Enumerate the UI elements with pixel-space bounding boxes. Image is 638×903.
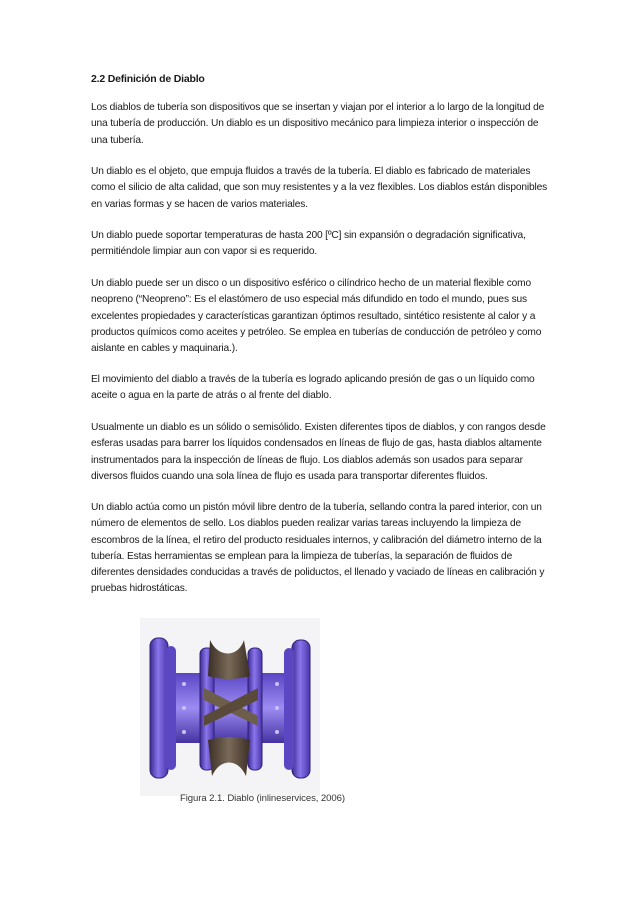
paragraph-1: Los diablos de tubería son dispositivos que se insertan y viajan por el interior a lo largo de la longitud de una tubería de producción. Un diablo es un dispositivo mecánico para limpieza interior o inspección de una tubería.: [91, 102, 545, 146]
paragraph-3: Un diablo puede soportar temperaturas de hasta 200 [ºC] sin expansión o degradación significativa, permitiéndole limpiar aun con vapor si es requerido.: [91, 230, 526, 258]
paragraph-2: Un diablo es el objeto, que empuja fluidos a través de la tubería. El diablo es fabricado de materiales como el silicio de alta calidad, que son muy resistentes y a la vez flexibles. Los diablos están disponibles en varias formas y se hacen de varios materiales.: [91, 166, 548, 210]
pipeline-pig-image: [140, 618, 320, 796]
paragraph-7: Un diablo actúa como un pistón móvil libre dentro de la tubería, sellando contra la pared interior, con un número de elementos de sello. Los diablos pueden realizar varias tareas incluyendo la limpieza de escombros de la línea, el retiro del producto residuales internos, y calibración del diámetro interno de la tubería. Estas herramientas se emplean para la limpieza de tuberías, la separación de fluidos de diferentes densidades conducidas a través de poliductos, el llenado y vaciado de líneas en calibración y pruebas hidrostáticas.: [91, 502, 545, 595]
section-heading: 2.2 Definición de Diablo: [91, 73, 205, 85]
paragraph-6: Usualmente un diablo es un sólido o semisólido. Existen diferentes tipos de diablos, y con rangos desde esferas usadas para barrer los líquidos condensados en líneas de flujo de gas, hasta diablos altamente instrumentados para la inspección de líneas de flujo. Los diablos además son usados para separar diversos fluidos cuando una sola línea de flujo es usada para transportar diferentes fluidos.: [91, 422, 546, 482]
paragraph-5: El movimiento del diablo a través de la tubería es logrado aplicando presión de gas o un líquido como aceite o agua en la parte de atrás o al frente del diablo.: [91, 374, 535, 402]
paragraph-4: Un diablo puede ser un disco o un dispositivo esférico o cilíndrico hecho de un material flexible como neopreno (“Neopreno”: Es el elastómero de uso especial más difundido en todo el mundo, pues sus excelentes propiedades y características garantizan óptimos resultado, sintético resistente al calor y a productos químicos como aceites y petróleo. Se emplea en tuberías de conducción de petróleo y como aislante en cables y maquinaria.).: [91, 278, 542, 355]
figure-caption: Figura 2.1. Diablo (inlineservices, 2006): [180, 793, 345, 804]
